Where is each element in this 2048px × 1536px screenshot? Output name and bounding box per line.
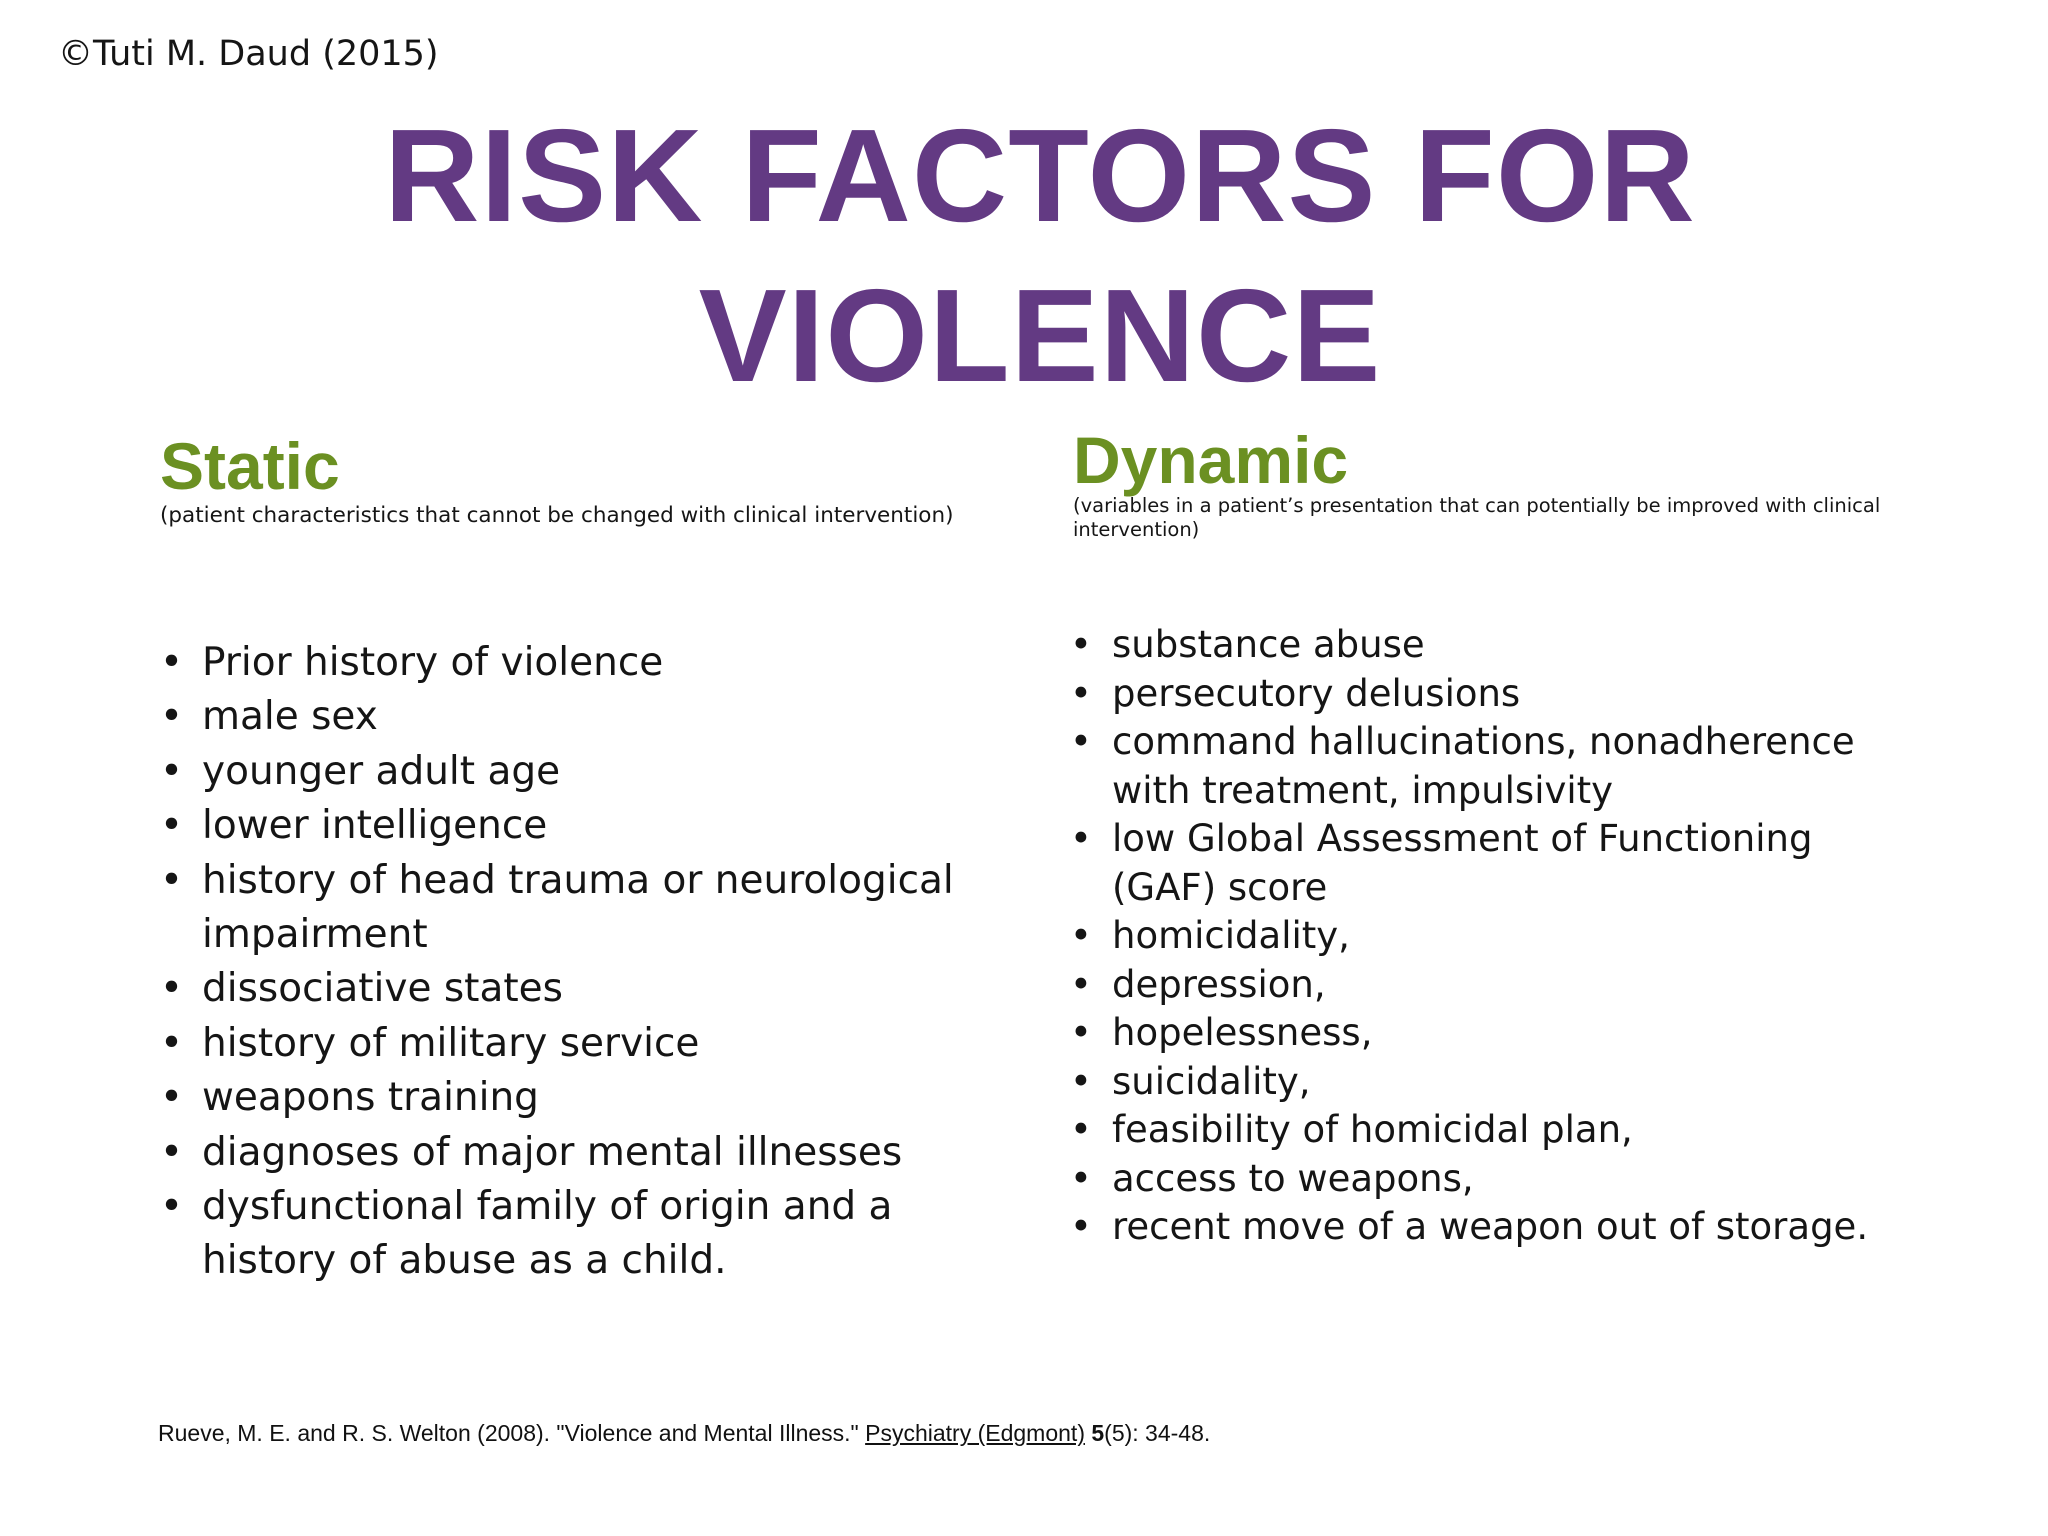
dynamic-factor-item: • feasibility of homicidal plan, [1070,1106,1920,1155]
page-title-line-2: VIOLENCE [698,262,1382,409]
dynamic-factor-item: • persecutory delusions [1070,670,1920,719]
dynamic-factor-item: • low Global Assessment of Functioning (GAF) score [1070,815,1920,912]
dynamic-factor-item: • substance abuse [1070,621,1920,670]
static-factor-item: • dissociative states [160,962,1020,1016]
static-factor-list [160,636,1020,1289]
static-factor-item: • history of head trauma or neurological impairment [160,854,1020,963]
static-heading: Static [160,429,340,503]
dynamic-factor-item: • command hallucinations, nonadherence with treatment, impulsivity [1070,718,1920,815]
dynamic-factor-item: • access to weapons, [1070,1155,1920,1204]
static-factor-item: • dysfunctional family of origin and a history of abuse as a child. [160,1180,1020,1289]
copyright-notice: ©Tuti M. Daud (2015) [58,34,439,74]
static-factor-item: • history of military service [160,1017,1020,1071]
dynamic-factor-item: • hopelessness, [1070,1009,1920,1058]
dynamic-factor-item: • recent move of a weapon out of storage. [1070,1203,1920,1252]
static-factor-item: • weapons training [160,1071,1020,1125]
static-subtitle: (patient characteristics that cannot be changed with clinical intervention) [160,503,954,528]
static-factor-item: • male sex [160,690,1020,744]
static-factor-item: • lower intelligence [160,799,1020,853]
reference-volume: 5 [1091,1420,1105,1446]
dynamic-factor-item: • suicidality, [1070,1058,1920,1107]
dynamic-heading: Dynamic [1073,423,1349,497]
reference-suffix: (5): 34-48. [1104,1420,1211,1446]
static-factor-item: • Prior history of violence [160,636,1020,690]
page-title-line-1: RISK FACTORS FOR [384,102,1696,249]
reference-journal: Psychiatry (Edgmont) [865,1420,1085,1446]
reference-citation [158,1420,1210,1447]
reference-prefix: Rueve, M. E. and R. S. Welton (2008). "Violence and Mental Illness." [158,1420,866,1446]
page-title [260,96,1820,416]
static-factor-item: • diagnoses of major mental illnesses [160,1126,1020,1180]
static-factor-item: • younger adult age [160,745,1020,799]
dynamic-subtitle: (variables in a patient’s presentation that can potentially be improved with clinical intervention) [1073,494,1881,541]
dynamic-factor-item: • depression, [1070,961,1920,1010]
dynamic-factor-list [1070,621,1920,1252]
dynamic-factor-item: • homicidality, [1070,912,1920,961]
